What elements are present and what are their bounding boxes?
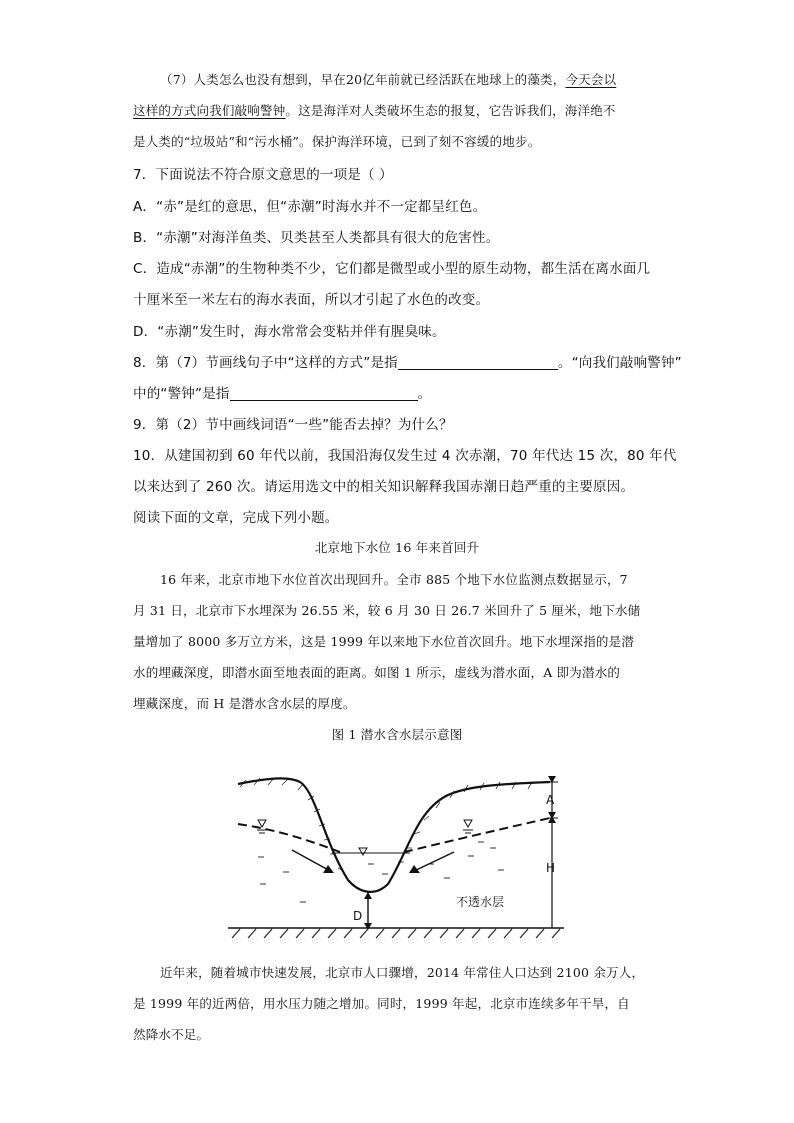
article-title: 北京地下水位 16 年来首回升	[314, 540, 480, 555]
answer-blank-1[interactable]	[398, 355, 558, 370]
article-p1-line4: 水的埋藏深度，即潜水面至地表面的距离。如图 1 所示，虚线为潜水面，A 即为潜水的	[133, 665, 621, 680]
q9: 9．第（2）节中画线词语“一些”能否去掉？为什么？	[133, 417, 453, 433]
q7-option-a: A．“赤”是红的意思，但“赤潮”时海水并不一定都呈红色。	[133, 199, 487, 215]
q8-line2: 中的“警钟”是指 。	[133, 386, 432, 402]
article-p1-line1: 16 年来，北京市地下水位首次出现回升。全市 885 个地下水位监测点数据显示，7	[160, 572, 628, 587]
q7-stem: 7．下面说法不符合原文意思的一项是（ ）	[133, 167, 393, 183]
water-table	[238, 818, 550, 852]
base-hatching	[232, 929, 560, 938]
q10-line2: 以来达到了 260 次。请运用选文中的相关知识解释我国赤潮日趋严重的主要原因。	[133, 479, 635, 495]
q10-line1: 10．从建国初到 60 年代以前，我国沿海仅发生过 4 次赤潮，70 年代达 15 次，80 年代	[133, 448, 677, 464]
surface-hatching	[240, 778, 532, 870]
underlined-sentence-part1: 今天会以	[565, 72, 617, 87]
article-p1-line2: 月 31 日，北京市下水埋深为 26.55 米，较 6 月 30 日 26.7 米回升了 5 厘米，地下水储	[133, 603, 641, 618]
d-dimension-arrow	[364, 892, 372, 930]
article-p1-line5: 埋藏深度，而 H 是潜水含水层的厚度。	[133, 696, 356, 711]
article-p2-line2: 是 1999 年的近两倍，用水压力随之增加。同时，1999 年起，北京市连续多年干旱，自	[133, 996, 630, 1011]
label-a: A	[546, 793, 555, 807]
para7-line2: 这样的方式向我们敲响警钟。这是海洋对人类破坏生态的报复，它告诉我们，海洋绝不	[133, 103, 616, 118]
answer-blank-2[interactable]	[230, 386, 418, 401]
q7-option-d: D．“赤潮”发生时，海水常常会变粘并伴有腥臭味。	[133, 324, 446, 340]
aquifer-diagram	[228, 752, 568, 940]
q7-option-b: B．“赤潮”对海洋鱼类、贝类甚至人类都具有很大的危害性。	[133, 230, 500, 246]
label-d: D	[353, 909, 363, 923]
figure-caption: 图 1 潜水含水层示意图	[331, 727, 463, 742]
underlined-sentence-part2: 这样的方式向我们敲响警钟	[133, 103, 286, 118]
water-level-icons	[257, 820, 473, 855]
article-p2-line1: 近年来，随着城市快速发展，北京市人口骤增，2014 年常住人口达到 2100 余万人，	[160, 965, 645, 980]
q7-option-c-line2: 十厘米至一米左右的海水表面，所以才引起了水色的改变。	[133, 292, 490, 308]
label-impervious-layer: 不透水层	[456, 895, 505, 909]
q7-option-c-line1: C．造成“赤潮”的生物种类不少，它们都是微型或小型的原生动物，都生活在离水面几	[133, 261, 651, 277]
q8-line1: 8．第（7）节画线句子中“这样的方式”是指 。“向我们敲响警钟”	[133, 355, 682, 371]
label-h: H	[546, 861, 556, 875]
ground-surface	[238, 778, 550, 892]
flow-arrows	[292, 850, 454, 873]
para7-line3: 是人类的“垃圾站”和“污水桶”。保护海洋环境，已到了刻不容缓的地步。	[133, 134, 541, 149]
article-p1-line3: 量增加了 8000 多万立方米，这是 1999 年以来地下水位首次回升。地下水埋深指的是潜	[133, 634, 635, 649]
para7-line1: （7）人类怎么也没有想到，早在20亿年前就已经活跃在地球上的藻类，今天会以	[160, 72, 617, 87]
article-p2-line3: 然降水不足。	[133, 1027, 210, 1042]
reading-instruction: 阅读下面的文章，完成下列小题。	[133, 510, 339, 526]
